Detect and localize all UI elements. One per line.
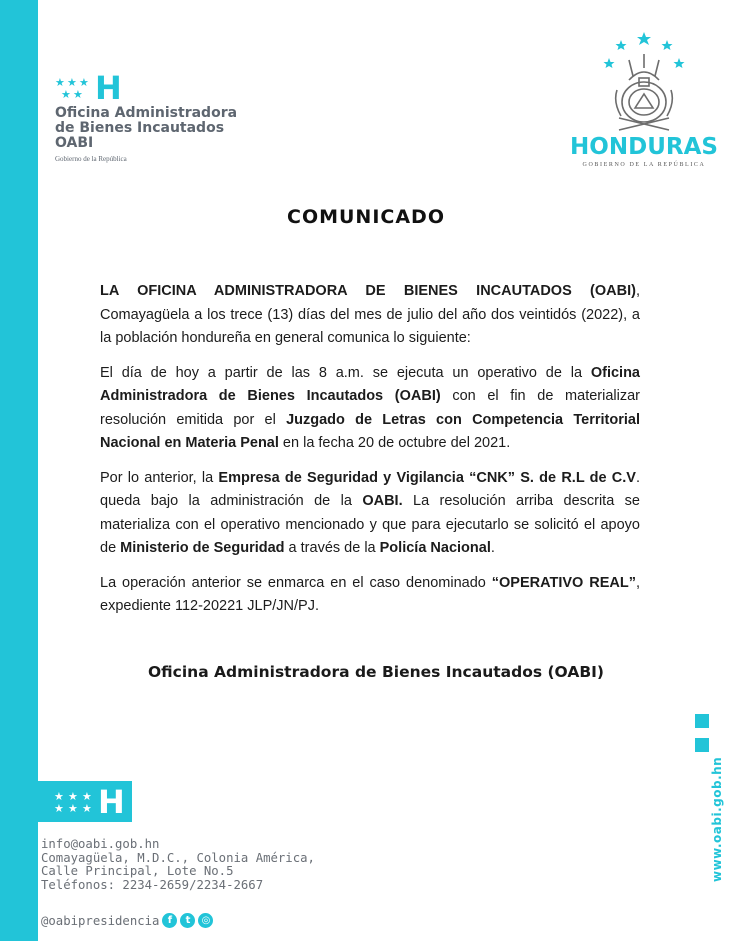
oabi-gov-label: Gobierno de la República: [55, 155, 127, 163]
twitter-icon[interactable]: t: [180, 913, 195, 928]
honduras-gov-label: GOBIERNO DE LA REPÚBLICA: [582, 162, 706, 168]
honduras-name: HONDURAS: [570, 134, 718, 160]
p2-bold-b: Oficina Administradora de Bienes Incautados (OABI): [100, 364, 640, 404]
signature: Oficina Administradora de Bienes Incautados (OABI): [148, 663, 604, 681]
instagram-icon[interactable]: ◎: [198, 913, 213, 928]
p3-bold-b: Empresa de Seguridad y Vigilancia “CNK” S. de R.L de C.V: [218, 469, 636, 486]
contact-address-line2: Calle Principal, Lote No.5: [41, 864, 234, 878]
social-handle[interactable]: @oabipresidencia: [41, 913, 160, 928]
p3-text-e: La resolución arriba descrita se materializa con el operativo mencionado y que para ejecutarlo se solicitó el apoyo de: [100, 493, 640, 556]
oabi-name-line3: OABI: [55, 135, 94, 151]
p4-bold-b: “OPERATIVO REAL”: [491, 574, 636, 591]
paragraph-4: [100, 572, 640, 619]
social-links: [41, 913, 213, 928]
paragraph-3: [100, 467, 640, 561]
paragraph-1-text: , Comayagüela a los trece (13) días del mes de julio del año dos veintidós (2022), a la población hondureña en general comunica lo siguiente:: [100, 283, 640, 346]
contact-email[interactable]: info@oabi.gob.hn: [41, 837, 160, 851]
paragraph-2: [100, 362, 640, 456]
decorative-square-2: [695, 738, 709, 752]
p4-text-c: , expediente 112-20221 JLP/JN/PJ.: [100, 574, 641, 614]
oabi-logo: [55, 69, 238, 163]
p2-text-c: con el fin de materializar resolución emitida por el: [100, 388, 640, 428]
oabi-name-line1: Oficina Administradora: [55, 105, 238, 121]
p4-text-a: La operación anterior se enmarca en el caso denominado: [100, 574, 492, 591]
oabi-mark-icon: ★ ★ ★ ★ ★ H: [55, 69, 122, 107]
contact-info: [41, 838, 315, 892]
p3-text-c: . queda bajo la administración de la: [100, 469, 640, 509]
facebook-icon[interactable]: f: [162, 913, 177, 928]
p2-text-a: El día de hoy a partir de las 8 a.m. se ejecuta un operativo de la: [100, 364, 591, 381]
coat-of-arms-icon: [599, 30, 689, 140]
honduras-logo: [566, 30, 722, 168]
page-title: COMUNICADO: [287, 206, 445, 228]
oabi-name-line2: de Bienes Incautados: [55, 120, 225, 136]
p3-bold-h: Policía Nacional: [379, 540, 491, 556]
communique-body: [100, 280, 640, 630]
website-vertical: [697, 756, 724, 882]
contact-phones: Teléfonos: 2234-2659/2234-2667: [41, 877, 264, 892]
p3-bold-f: Ministerio de Seguridad: [120, 540, 285, 556]
p2-bold-d: Juzgado de Letras con Competencia Territorial Nacional en Materia Penal: [100, 411, 640, 451]
p3-text-i: .: [490, 540, 495, 556]
p2-text-e: en la fecha 20 de octubre del 2021.: [278, 435, 511, 451]
p3-bold-d: OABI.: [362, 493, 403, 509]
decorative-square-1: [695, 714, 709, 728]
p3-text-a: Por lo anterior, la: [100, 469, 219, 486]
website-link[interactable]: www.oabi.gob.hn: [710, 756, 724, 882]
paragraph-1: [100, 280, 640, 351]
org-name-bold: LA OFICINA ADMINISTRADORA DE BIENES INCAUTADOS (OABI): [100, 283, 636, 299]
contact-address-line1: Comayagüela, M.D.C., Colonia América,: [41, 850, 315, 865]
footer-oabi-mark-icon: ★ ★ ★ ★ ★ ★ H: [54, 783, 125, 821]
p3-text-g: a través de la: [284, 540, 380, 556]
